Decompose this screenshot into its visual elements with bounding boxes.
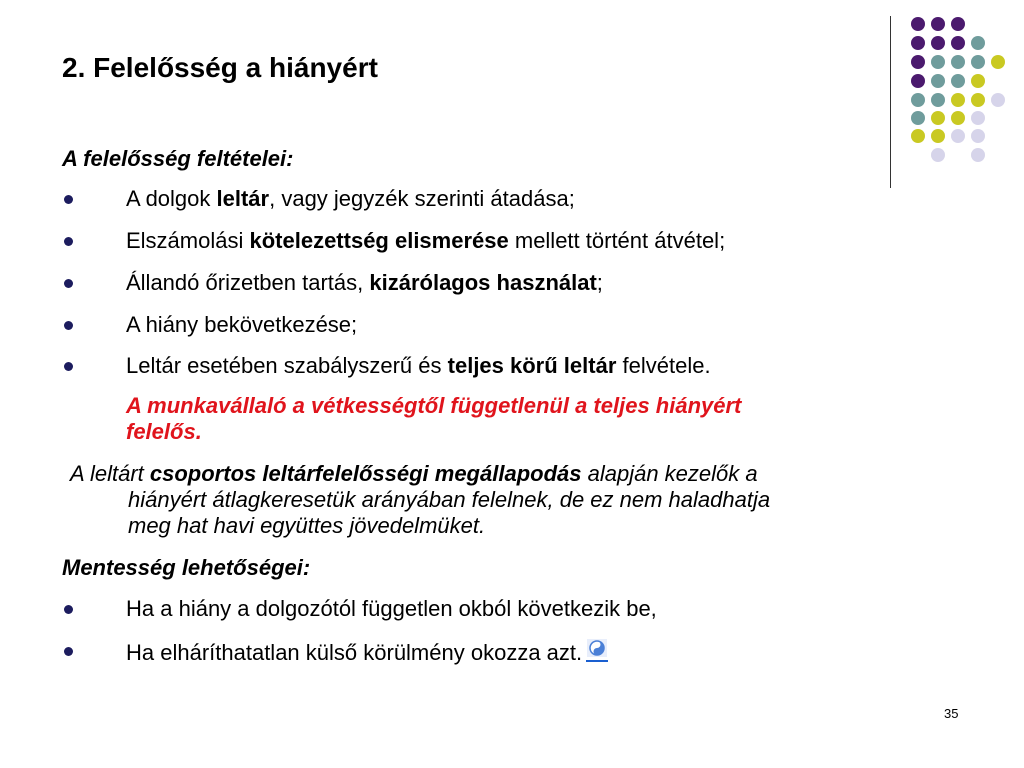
decorative-dot: [931, 36, 945, 50]
paragraph-line2: hiányért átlagkeresetük arányában felelnek, de ez nem haladhatja: [128, 487, 771, 512]
paragraph-line1: A leltárt csoportos leltárfelelősségi megállapodás alapján kezelők a: [70, 461, 758, 486]
decorative-dot: [991, 55, 1005, 69]
slide-title: 2. Felelősség a hiányért: [62, 52, 378, 83]
bullet-icon: [64, 195, 73, 204]
decorative-dot: [931, 17, 945, 31]
decorative-dot: [951, 17, 965, 31]
decorative-dot: [911, 36, 925, 50]
decorative-dot: [971, 36, 985, 50]
list-item: Elszámolási kötelezettség elismerése mellett történt átvétel;: [126, 228, 726, 253]
bullet-icon: [64, 605, 73, 614]
decorative-dot: [971, 55, 985, 69]
decorative-dot: [951, 55, 965, 69]
heading-conditions: A felelősség feltételei:: [62, 146, 294, 171]
decorative-dot: [911, 55, 925, 69]
yin-yang-icon[interactable]: [586, 638, 608, 662]
bullet-icon: [64, 279, 73, 288]
list-item: A hiány bekövetkezése;: [126, 312, 358, 337]
decorative-dot: [931, 55, 945, 69]
decorative-dot: [971, 93, 985, 107]
red-note-line2: felelős.: [126, 419, 202, 444]
decorative-dot: [951, 111, 965, 125]
decorative-dot: [931, 148, 945, 162]
decorative-dot: [971, 129, 985, 143]
list-item: Állandó őrizetben tartás, kizárólagos használat;: [126, 270, 603, 295]
decorative-dot: [971, 74, 985, 88]
divider-line: [890, 16, 891, 188]
paragraph-line3: meg hat havi együttes jövedelmüket.: [128, 513, 486, 538]
decorative-dot: [911, 17, 925, 31]
decorative-dot: [911, 74, 925, 88]
heading-exemption: Mentesség lehetőségei:: [62, 555, 311, 580]
page-number: 35: [944, 706, 959, 721]
decorative-dot: [951, 129, 965, 143]
decorative-dot: [991, 93, 1005, 107]
decorative-dot: [951, 93, 965, 107]
list-item: A dolgok leltár, vagy jegyzék szerinti átadása;: [126, 186, 575, 211]
decorative-dot: [911, 129, 925, 143]
decorative-dot: [911, 93, 925, 107]
decorative-dot: [931, 111, 945, 125]
bullet-icon: [64, 237, 73, 246]
decorative-dot: [971, 111, 985, 125]
decorative-dot: [951, 36, 965, 50]
decorative-dot: [971, 148, 985, 162]
decorative-dot: [931, 93, 945, 107]
list-item: Leltár esetében szabályszerű és teljes körű leltár felvétele.: [126, 353, 711, 378]
list-item: Ha elháríthatatlan külső körülmény okozza azt.: [126, 638, 608, 666]
bullet-icon: [64, 647, 73, 656]
decorative-dot: [951, 74, 965, 88]
red-note-line1: A munkavállaló a vétkességtől függetlenül a teljes hiányért: [126, 393, 742, 418]
decorative-dot: [911, 111, 925, 125]
decorative-dot: [931, 74, 945, 88]
decorative-dot: [931, 129, 945, 143]
list-item: Ha a hiány a dolgozótól független okból következik be,: [126, 596, 657, 621]
bullet-icon: [64, 321, 73, 330]
bullet-icon: [64, 362, 73, 371]
